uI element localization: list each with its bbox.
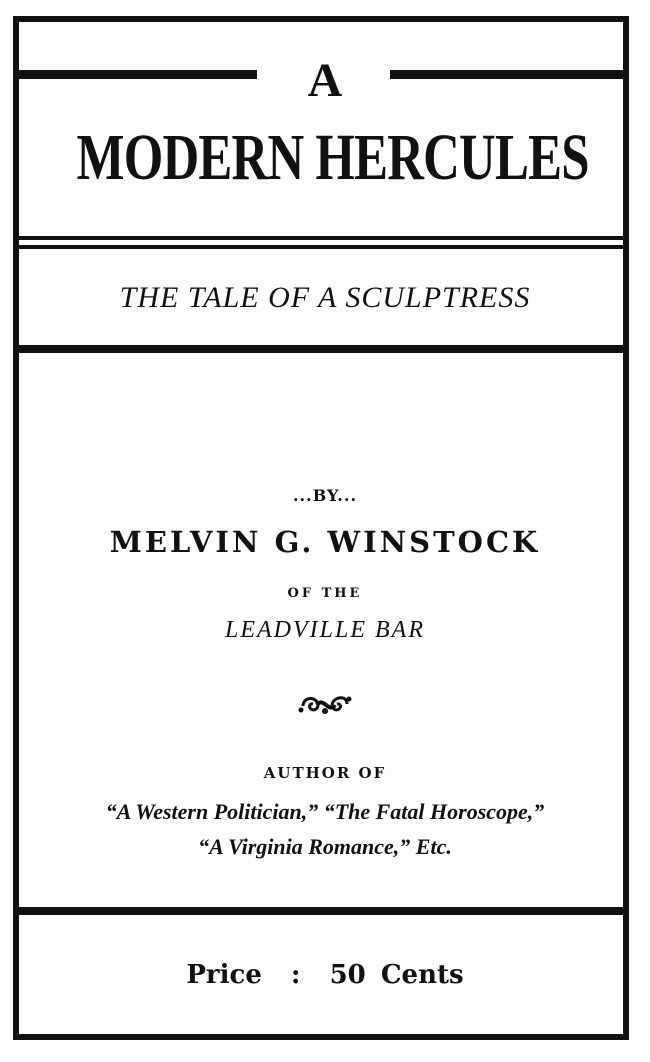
author-affiliation: LEADVILLE BAR <box>225 617 425 643</box>
of-the-label: OF THE <box>287 586 363 601</box>
title-double-rule-bottom <box>19 245 624 249</box>
title-double-rule-top <box>19 236 624 240</box>
author-of-label: AUTHOR OF <box>263 764 387 782</box>
price-label: Price <box>186 960 262 990</box>
fleuron-ornament-icon-svg <box>295 690 355 720</box>
price-rule <box>19 907 624 915</box>
book-title-text: MODERN HERCULES <box>76 121 589 194</box>
price-line <box>0 957 650 993</box>
subtitle-rule <box>19 345 624 353</box>
book-title <box>0 118 650 198</box>
author-name: MELVIN G. WINSTOCK <box>109 525 541 559</box>
book-subtitle: THE TALE OF A SCULPTRESS <box>119 281 531 314</box>
price-value: 50 Cents <box>329 960 464 990</box>
other-works-line-1: “A Western Politician,” “The Fatal Horoscope,” <box>105 799 545 824</box>
by-line: ...BY... <box>292 486 358 505</box>
other-works-line-2: “A Virginia Romance,” Etc. <box>198 834 452 859</box>
title-article: A <box>307 54 343 107</box>
fleuron-ornament-icon <box>0 690 650 720</box>
price-separator: : <box>290 960 301 990</box>
